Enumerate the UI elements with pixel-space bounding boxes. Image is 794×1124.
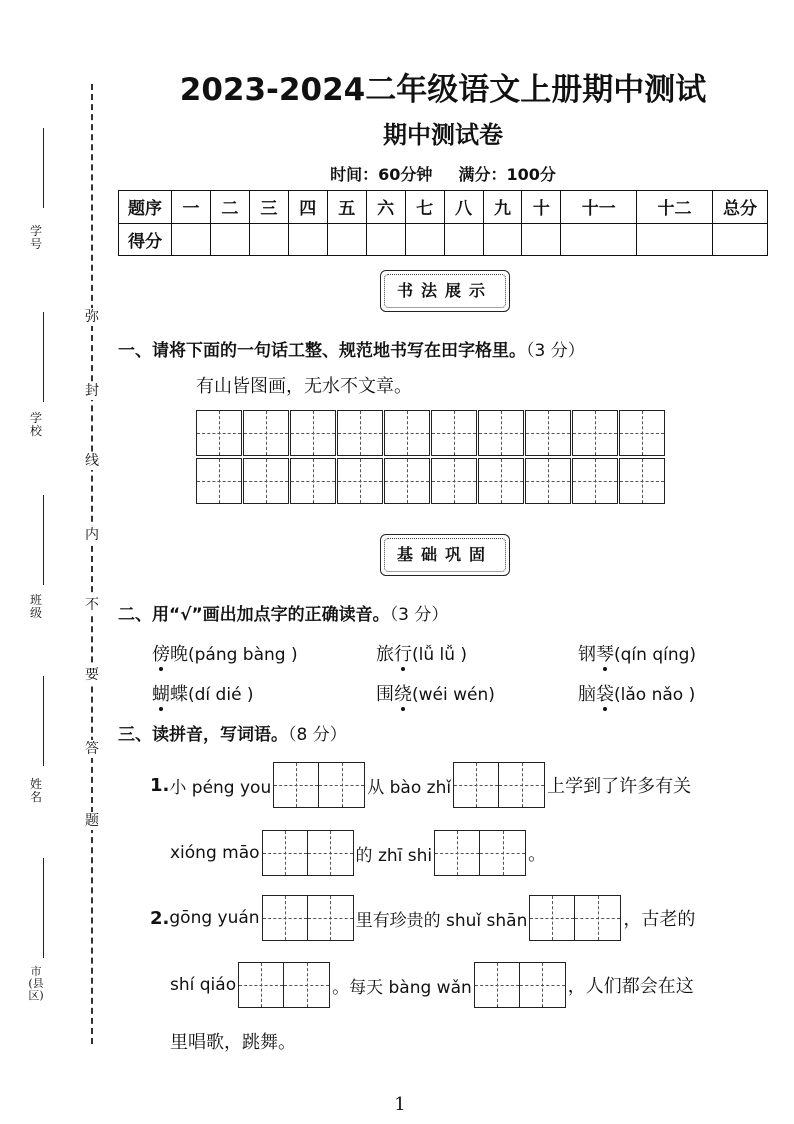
tianzige-cell[interactable] — [290, 410, 336, 456]
table-cell: 一 — [172, 191, 211, 224]
pinyin-prompt: shí qiáo — [170, 975, 237, 995]
pinyin-choice-item[interactable] — [578, 680, 695, 706]
name-line — [43, 676, 44, 766]
answer-boxes — [273, 762, 365, 808]
tianzige-cell[interactable] — [619, 458, 665, 504]
table-cell: 十 — [522, 191, 561, 224]
item-char: 脑 — [578, 684, 596, 705]
sentence-text: 上学到了许多有关 — [547, 776, 692, 797]
tianzige-cell[interactable] — [478, 458, 524, 504]
q3-line-4 — [170, 962, 694, 1008]
answer-boxes — [262, 830, 354, 876]
score-cell[interactable] — [327, 223, 366, 256]
table-cell: 三 — [249, 191, 288, 224]
pinyin-prompt: 里有珍贵的 shuǐ shān — [355, 910, 528, 931]
score-cell[interactable] — [210, 223, 249, 256]
school-line — [43, 312, 44, 402]
tianzige-cell[interactable] — [384, 458, 430, 504]
copy-sentence: 有山皆图画，无水不文章。 — [196, 376, 412, 397]
section-banner-calligraphy: 书法展示 — [380, 270, 510, 312]
tianzige-row-1 — [196, 410, 666, 456]
score-cell[interactable] — [172, 223, 211, 256]
pinyin-prompt: 的 zhī shi — [355, 845, 433, 866]
question-points: （3 分） — [526, 341, 585, 361]
tianzige-cell[interactable] — [525, 410, 571, 456]
score-cell[interactable] — [713, 223, 768, 256]
tianzige-cell[interactable] — [520, 962, 566, 1008]
seal-dashed-line — [91, 84, 93, 1044]
tianzige-cell[interactable] — [525, 458, 571, 504]
section-banner-basics: 基础巩固 — [380, 534, 510, 576]
time-label: 时间：60分钟 — [330, 165, 433, 184]
tianzige-cell[interactable] — [337, 458, 383, 504]
answer-boxes — [434, 830, 526, 876]
score-cell[interactable] — [288, 223, 327, 256]
table-cell: 总分 — [713, 191, 768, 224]
seal-char: 答 — [82, 740, 102, 758]
seal-char: 不 — [82, 596, 102, 614]
seal-char: 内 — [82, 526, 102, 544]
score-value-row — [119, 223, 768, 256]
pinyin-choice-item[interactable] — [376, 680, 495, 706]
tianzige-cell[interactable] — [243, 410, 289, 456]
tianzige-cell[interactable] — [284, 962, 330, 1008]
tianzige-cell[interactable] — [575, 895, 621, 941]
tianzige-cell[interactable] — [196, 458, 242, 504]
tianzige-cell[interactable] — [273, 762, 319, 808]
student-id-line — [43, 128, 44, 208]
full-score-label: 满分：100分 — [458, 165, 556, 184]
score-cell[interactable] — [637, 223, 713, 256]
question-points: （8 分） — [288, 725, 347, 745]
tianzige-cell[interactable] — [478, 410, 524, 456]
sentence-text: 里唱歌，跳舞。 — [170, 1032, 296, 1053]
pinyin-options: (qín qíng) — [614, 645, 697, 665]
score-cell[interactable] — [366, 223, 405, 256]
seal-char: 线 — [82, 452, 102, 470]
dotted-char: 蝴 — [152, 684, 170, 705]
item-number: 2. — [150, 907, 170, 929]
district-line — [43, 858, 44, 958]
table-cell: 八 — [444, 191, 483, 224]
seal-char: 封 — [82, 382, 102, 400]
dotted-char: 傍 — [152, 644, 170, 665]
tianzige-cell[interactable] — [262, 895, 308, 941]
question-text: 一、请将下面的一句话工整、规范地书写在田字格里。 — [118, 341, 526, 361]
tianzige-cell[interactable] — [243, 458, 289, 504]
score-header-row — [119, 191, 768, 224]
pinyin-options: (lǚ lǚ ) — [412, 645, 468, 665]
tianzige-cell[interactable] — [262, 830, 308, 876]
pinyin-choice-item[interactable] — [152, 640, 298, 666]
tianzige-cell[interactable] — [290, 458, 336, 504]
dotted-char: 琴 — [596, 644, 614, 665]
tianzige-cell[interactable] — [431, 458, 477, 504]
question-3-title — [118, 720, 347, 745]
tianzige-cell[interactable] — [499, 762, 545, 808]
answer-boxes — [529, 895, 621, 941]
name-label: 姓名 — [29, 777, 42, 804]
item-number: 1. — [150, 774, 170, 796]
class-label: 班级 — [29, 593, 42, 620]
district-label: 市(县区) — [28, 965, 44, 1002]
pinyin-prompt: xióng māo — [170, 843, 260, 863]
question-points: （3 分） — [389, 605, 449, 625]
tianzige-row-2 — [196, 458, 666, 504]
tianzige-cell[interactable] — [480, 830, 526, 876]
tianzige-cell[interactable] — [196, 410, 242, 456]
item-char: 蝶 — [170, 684, 188, 705]
answer-boxes — [453, 762, 545, 808]
table-cell: 题序 — [119, 191, 172, 224]
score-cell[interactable] — [405, 223, 444, 256]
pinyin-prompt: gōng yuán — [169, 908, 260, 928]
table-cell: 二 — [210, 191, 249, 224]
tianzige-cell[interactable] — [572, 458, 618, 504]
page-number: 1 — [394, 1094, 406, 1115]
page-subtitle: 期中测试卷 — [383, 121, 503, 149]
dotted-char: 绕 — [394, 684, 412, 705]
table-cell: 十二 — [637, 191, 713, 224]
item-char: 围 — [376, 684, 394, 705]
q3-line-3 — [150, 895, 695, 941]
answer-boxes — [474, 962, 566, 1008]
pinyin-options: (wéi wén) — [412, 685, 495, 705]
class-line — [43, 495, 44, 585]
score-cell[interactable] — [444, 223, 483, 256]
tianzige-cell[interactable] — [384, 410, 430, 456]
pinyin-options: (lǎo nǎo ) — [614, 685, 696, 705]
item-char: 旅 — [376, 644, 394, 665]
tianzige-cell[interactable] — [319, 762, 365, 808]
seal-char: 要 — [82, 666, 102, 684]
school-label: 学校 — [29, 411, 42, 438]
answer-boxes — [238, 962, 330, 1008]
seal-char: 题 — [82, 812, 102, 830]
tianzige-cell[interactable] — [431, 410, 477, 456]
pinyin-choice-item[interactable] — [376, 640, 467, 666]
pinyin-options: (páng bàng ) — [188, 645, 298, 665]
item-char: 晚 — [170, 644, 188, 665]
tianzige-cell[interactable] — [529, 895, 575, 941]
seal-char: 弥 — [82, 308, 102, 326]
answer-boxes — [262, 895, 354, 941]
tianzige-cell[interactable] — [453, 762, 499, 808]
tianzige-cell[interactable] — [572, 410, 618, 456]
item-char: 钢 — [578, 644, 596, 665]
exam-info — [118, 162, 768, 185]
table-cell: 得分 — [119, 223, 172, 256]
table-cell: 五 — [327, 191, 366, 224]
tianzige-cell[interactable] — [474, 962, 520, 1008]
score-table — [118, 190, 768, 256]
dotted-char: 袋 — [596, 684, 614, 705]
page-title: 2023-2024二年级语文上册期中测试 — [179, 72, 707, 108]
table-cell: 四 — [288, 191, 327, 224]
sentence-text: ，古老的 — [623, 909, 696, 930]
tianzige-cell[interactable] — [238, 962, 284, 1008]
question-1-title — [118, 336, 585, 361]
pinyin-prompt: 从 bào zhǐ — [367, 777, 452, 798]
pinyin-prompt: 。每天 bàng wǎn — [332, 977, 472, 998]
pinyin-options: (dí dié ) — [188, 685, 254, 705]
pinyin-prompt: 小 péng you — [169, 777, 272, 798]
pinyin-choice-item[interactable] — [152, 680, 254, 706]
table-cell: 六 — [366, 191, 405, 224]
score-cell[interactable] — [249, 223, 288, 256]
dotted-char: 行 — [394, 644, 412, 665]
tianzige-cell[interactable] — [434, 830, 480, 876]
student-id-label: 学号 — [29, 224, 42, 251]
question-text: 三、读拼音，写词语。 — [118, 725, 288, 745]
tianzige-cell[interactable] — [619, 410, 665, 456]
q3-line-5 — [170, 1028, 296, 1054]
sentence-text: ，人们都会在这 — [567, 976, 694, 997]
question-text: 二、用“√”画出加点字的正确读音。 — [118, 605, 390, 625]
q3-line-2 — [170, 830, 546, 876]
table-cell: 十一 — [561, 191, 637, 224]
q3-line-1 — [150, 762, 691, 808]
pinyin-choice-item[interactable] — [578, 640, 696, 666]
question-2-title — [118, 600, 448, 625]
sentence-text: 。 — [528, 844, 547, 865]
score-cell[interactable] — [561, 223, 637, 256]
tianzige-cell[interactable] — [308, 830, 354, 876]
tianzige-cell[interactable] — [337, 410, 383, 456]
table-cell: 九 — [483, 191, 522, 224]
score-cell[interactable] — [522, 223, 561, 256]
tianzige-cell[interactable] — [308, 895, 354, 941]
score-cell[interactable] — [483, 223, 522, 256]
table-cell: 七 — [405, 191, 444, 224]
